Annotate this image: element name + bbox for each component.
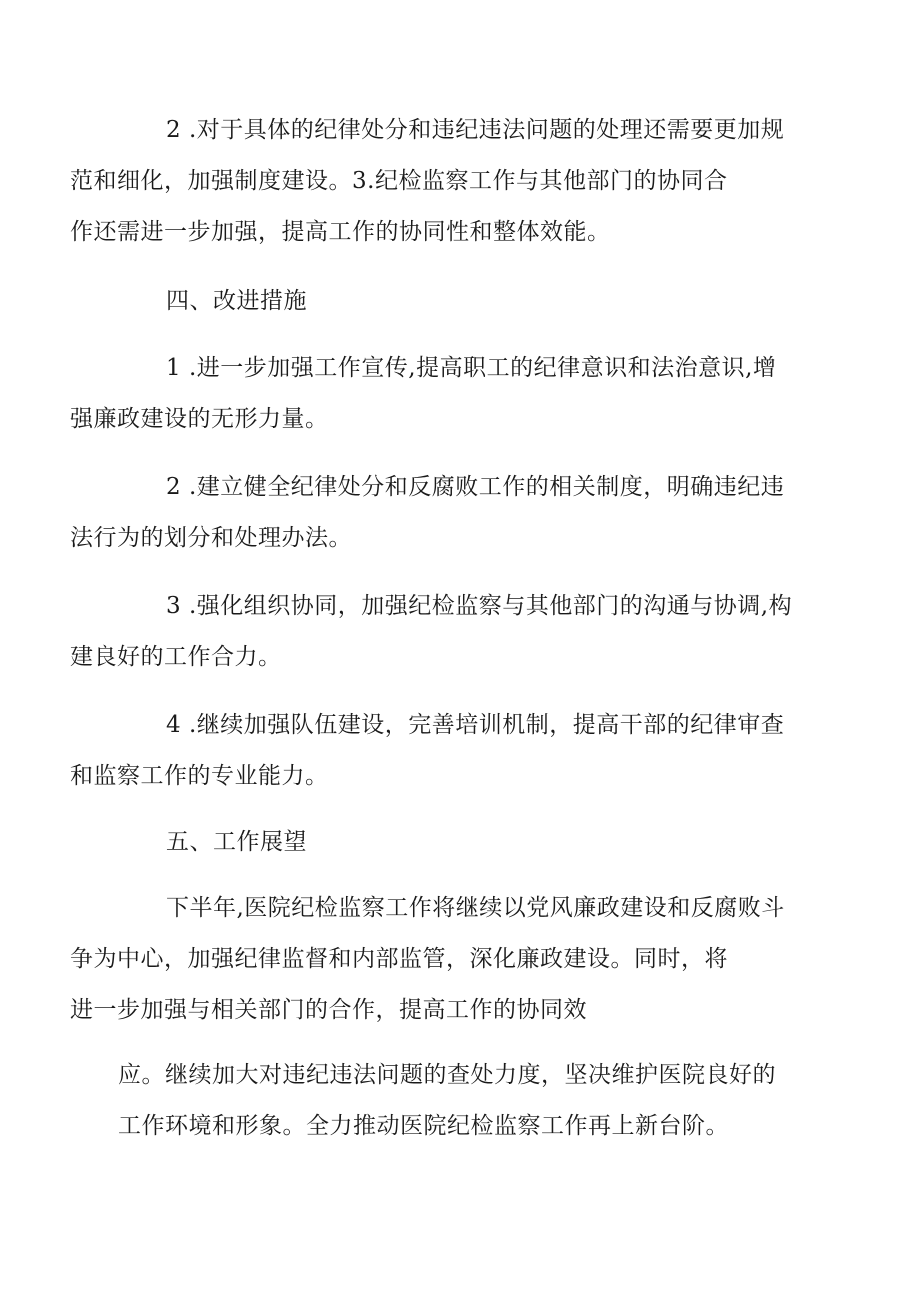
- text-line: 法行为的划分和处理办法。: [70, 525, 352, 551]
- text-line: 作还需进一步加强，提高工作的协同性和整体效能。: [70, 219, 611, 245]
- section-heading-improvement-measures: 四、改进措施: [166, 288, 307, 314]
- paragraph-outlook-continued: [118, 1050, 798, 1152]
- paragraph-measure-4: [70, 700, 798, 802]
- text-line: 1 .进一步加强工作宣传,提高职工的纪律意识和法治意识,增: [166, 355, 777, 381]
- text-line: 下半年,医院纪检监察工作将继续以党风廉政建设和反腐败斗: [166, 895, 785, 921]
- text-line: 强廉政建设的无形力量。: [70, 406, 329, 432]
- paragraph-measure-1: [70, 343, 798, 445]
- paragraph-measure-3: [70, 581, 798, 683]
- text-line: 2 .对于具体的纪律处分和违纪违法问题的处理还需要更加规: [166, 117, 785, 143]
- text-line: 4 .继续加强队伍建设，完善培训机制，提高干部的纪律审查: [166, 712, 785, 738]
- text-line: 3 .强化组织协同，加强纪检监察与其他部门的沟通与协调,构: [166, 593, 793, 619]
- text-line: 范和细化，加强制度建设。3.纪检监察工作与其他部门的协同合: [70, 168, 728, 194]
- text-line: 争为中心，加强纪律监督和内部监管，深化廉政建设。同时，将: [70, 946, 728, 972]
- text-line: 建良好的工作合力。: [70, 644, 282, 670]
- paragraph-outlook: [70, 883, 798, 1036]
- text-line: 进一步加强与相关部门的合作，提高工作的协同效: [70, 997, 587, 1023]
- text-line: 和监察工作的专业能力。: [70, 763, 329, 789]
- text-line: 应。继续加大对违纪违法问题的查处力度，坚决维护医院良好的: [118, 1062, 776, 1088]
- text-line: 工作环境和形象。全力推动医院纪检监察工作再上新台阶。: [118, 1113, 729, 1139]
- paragraph-measure-2: [70, 462, 798, 564]
- text-line: 2 .建立健全纪律处分和反腐败工作的相关制度，明确违纪违: [166, 474, 785, 500]
- section-heading-work-outlook: 五、工作展望: [166, 829, 307, 855]
- paragraph-issue-2-3: [70, 105, 798, 258]
